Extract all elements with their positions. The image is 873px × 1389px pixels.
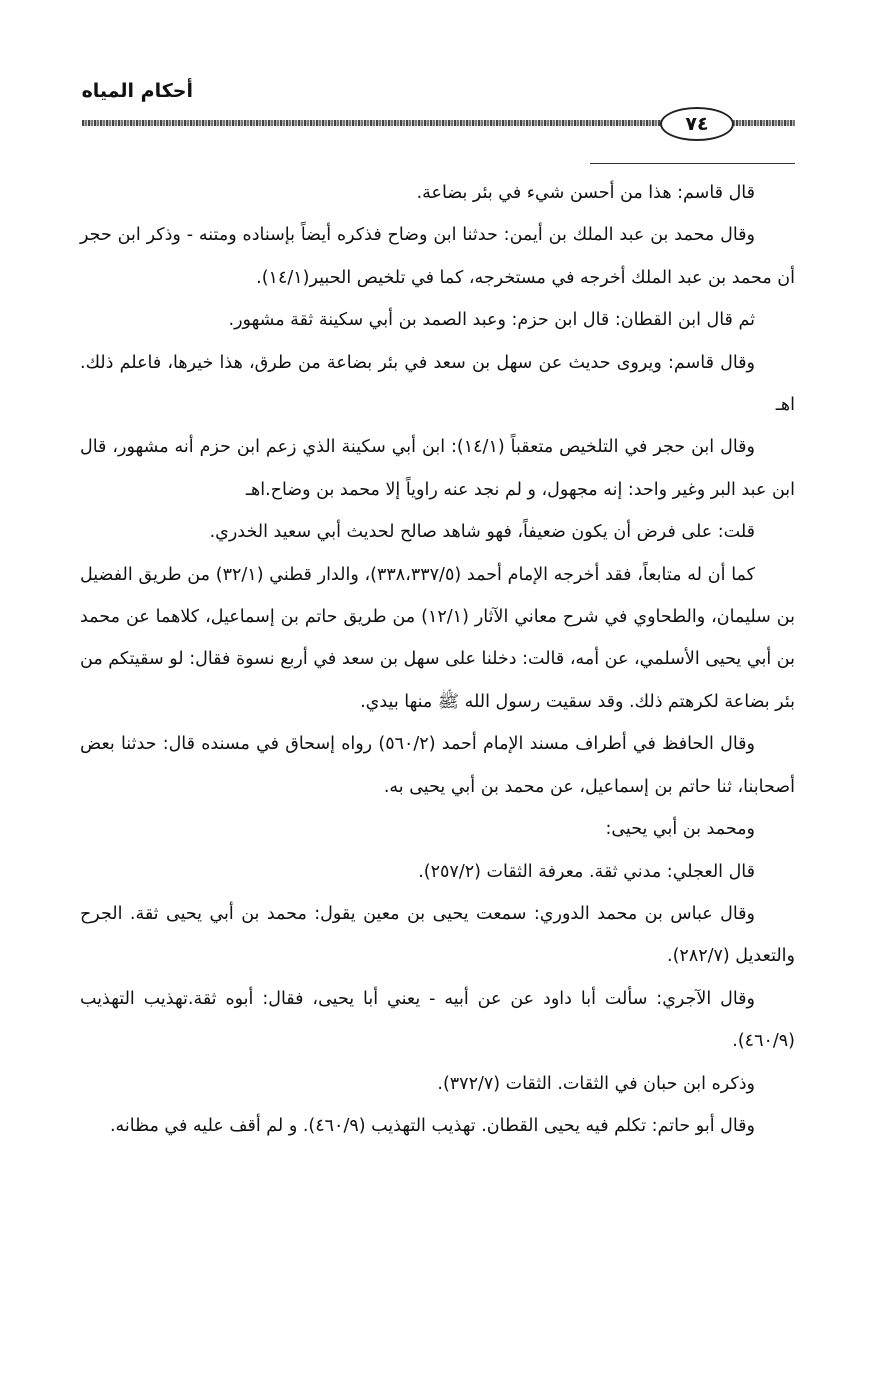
paragraph: وقال عباس بن محمد الدوري: سمعت يحيى بن معين يقول: محمد بن أبي يحيى ثقة. الجرح والتعديل (٢٨٢/٧). xyxy=(80,903,795,967)
section-rule xyxy=(590,163,795,164)
paragraph: وقال ابن حجر في التلخيص متعقباً (١٤/١): ابن أبي سكينة الذي زعم ابن حزم أنه مشهور، قال ابن عبد البر وغير واحد: إنه مجهول، و لم نجد عنه راوياً إلا محمد بن وضاح.اهـ xyxy=(80,437,795,500)
paragraph: قال قاسم: هذا من أحسن شيء في بئر بضاعة. xyxy=(416,183,755,203)
paragraph: ومحمد بن أبي يحيى: xyxy=(605,819,755,840)
paragraph: وقال قاسم: ويروى حديث عن سهل بن سعد في بئر بضاعة من طرق، هذا خيرها، فاعلم ذلك. اهـ xyxy=(80,352,795,416)
paragraph: ثم قال ابن القطان: قال ابن حزم: وعبد الصمد بن أبي سكينة ثقة مشهور. xyxy=(228,310,755,331)
body-text xyxy=(80,172,795,1147)
paragraph: وقال الحافظ في أطراف مسند الإمام أحمد (٥٦٠/٢) رواه إسحاق في مسنده قال: حدثنا بعض أصحابنا، ثنا حاتم بن إسماعيل، عن محمد بن أبي يحيى به. xyxy=(80,734,795,797)
paragraph: قلت: على فرض أن يكون ضعيفاً، فهو شاهد صالح لحديث أبي سعيد الخدري. xyxy=(209,522,755,543)
page-number: ٧٤ xyxy=(660,107,734,141)
paragraph: قال العجلي: مدني ثقة. معرفة الثقات (٢٥٧/٢). xyxy=(418,861,755,882)
paragraph: وقال أبو حاتم: تكلم فيه يحيى القطان. تهذيب التهذيب (٤٦٠/٩). و لم أقف عليه في مظانه. xyxy=(109,1115,755,1136)
paragraph: وذكره ابن حبان في الثقات. الثقات (٣٧٢/٧). xyxy=(437,1073,755,1094)
paragraph: كما أن له متابعاً، فقد أخرجه الإمام أحمد (٣٣٨،٣٣٧/٥)، والدار قطني (٣٢/١) من طريق الفضيل بن سليمان، والطحاوي في شرح معاني الآثار (١٢/١) من طريق حاتم بن إسماعيل، كلاهما عن محمد بن أبي يحيى الأسلمي، عن أمه، قالت: دخلنا على سهل بن سعد في أربع نسوة فقال: لو سقيتكم من بئر بضاعة لكرهتم ذلك. وقد سقيت رسول الله ﷺ منها بيدي. xyxy=(80,564,795,712)
running-title: أحكام المياه xyxy=(81,80,193,102)
paragraph: وقال الآجري: سألت أبا داود عن عن أبيه - يعني أبا يحيى، فقال: أبوه ثقة.تهذيب التهذيب (٤٦٠/٩). xyxy=(80,988,795,1052)
paragraph: وقال محمد بن عبد الملك بن أيمن: حدثنا ابن وضاح فذكره أيضاً بإسناده ومتنه - وذكر ابن حجر أن محمد بن عبد الملك أخرجه في مستخرجه، كما في تلخيص الحبير(١٤/١). xyxy=(80,225,795,288)
